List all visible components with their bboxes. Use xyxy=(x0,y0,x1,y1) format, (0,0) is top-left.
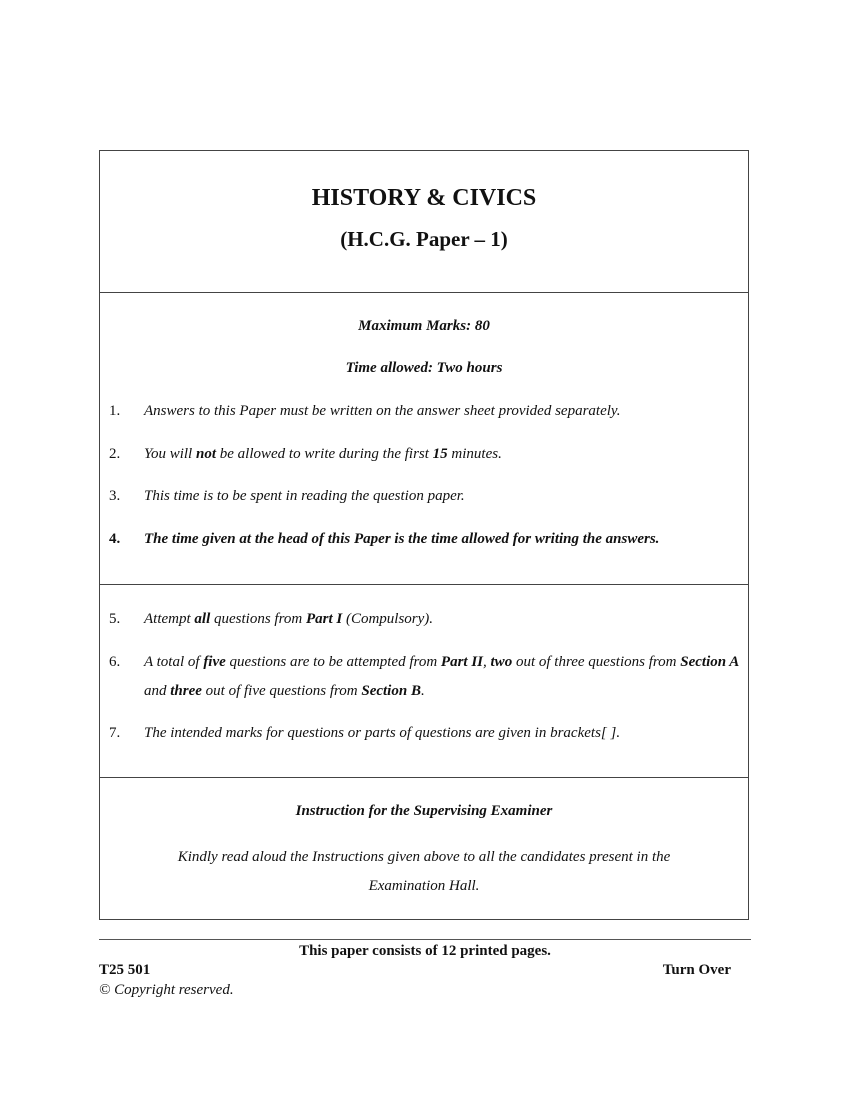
instruction-number: 2. xyxy=(109,446,121,462)
instruction-text: The intended marks for questions or parts of questions are given in brackets[ ]. xyxy=(144,725,621,741)
exam-cover-box xyxy=(99,150,749,920)
footer-divider xyxy=(99,939,751,940)
supervisor-section xyxy=(100,777,748,921)
instruction-number: 7. xyxy=(109,725,121,741)
time-allowed: Time allowed: Two hours xyxy=(345,360,503,376)
instruction-text: You will not be allowed to write during the first 15 minutes. xyxy=(144,446,502,462)
instruction-text: A total of five questions are to be attempted from Part II, two out of three questions from Section A and three out of five questions from Section B. xyxy=(144,654,740,699)
turn-over-label: Turn Over xyxy=(662,962,731,978)
pages-note: This paper consists of 12 printed pages. xyxy=(299,943,551,959)
instruction-number: 3. xyxy=(109,488,121,504)
instruction-text: Attempt all questions from Part I (Compulsory). xyxy=(144,611,434,627)
instruction-text: This time is to be spent in reading the question paper. xyxy=(144,488,465,504)
paper-instructions-section xyxy=(100,584,748,778)
paper-subtitle: (H.C.G. Paper – 1) xyxy=(340,227,508,251)
title-section xyxy=(100,151,748,293)
instruction-text: The time given at the head of this Paper is the time allowed for writing the answers. xyxy=(144,531,660,547)
instruction-number: 4. xyxy=(109,531,121,547)
general-instructions-section xyxy=(100,292,748,585)
maximum-marks: Maximum Marks: 80 xyxy=(358,318,490,334)
instruction-number: 6. xyxy=(109,654,121,670)
copyright-notice: © Copyright reserved. xyxy=(99,982,234,998)
supervisor-text-line-2: Examination Hall. xyxy=(368,878,480,894)
paper-code: T25 501 xyxy=(99,962,151,978)
instruction-text: Answers to this Paper must be written on the answer sheet provided separately. xyxy=(144,403,621,419)
paper-title: HISTORY & CIVICS xyxy=(311,185,537,211)
instruction-number: 5. xyxy=(109,611,121,627)
supervisor-text-line-1: Kindly read aloud the Instructions given above to all the candidates present in the xyxy=(177,849,671,865)
supervisor-heading: Instruction for the Supervising Examiner xyxy=(295,803,553,819)
instruction-number: 1. xyxy=(109,403,121,419)
